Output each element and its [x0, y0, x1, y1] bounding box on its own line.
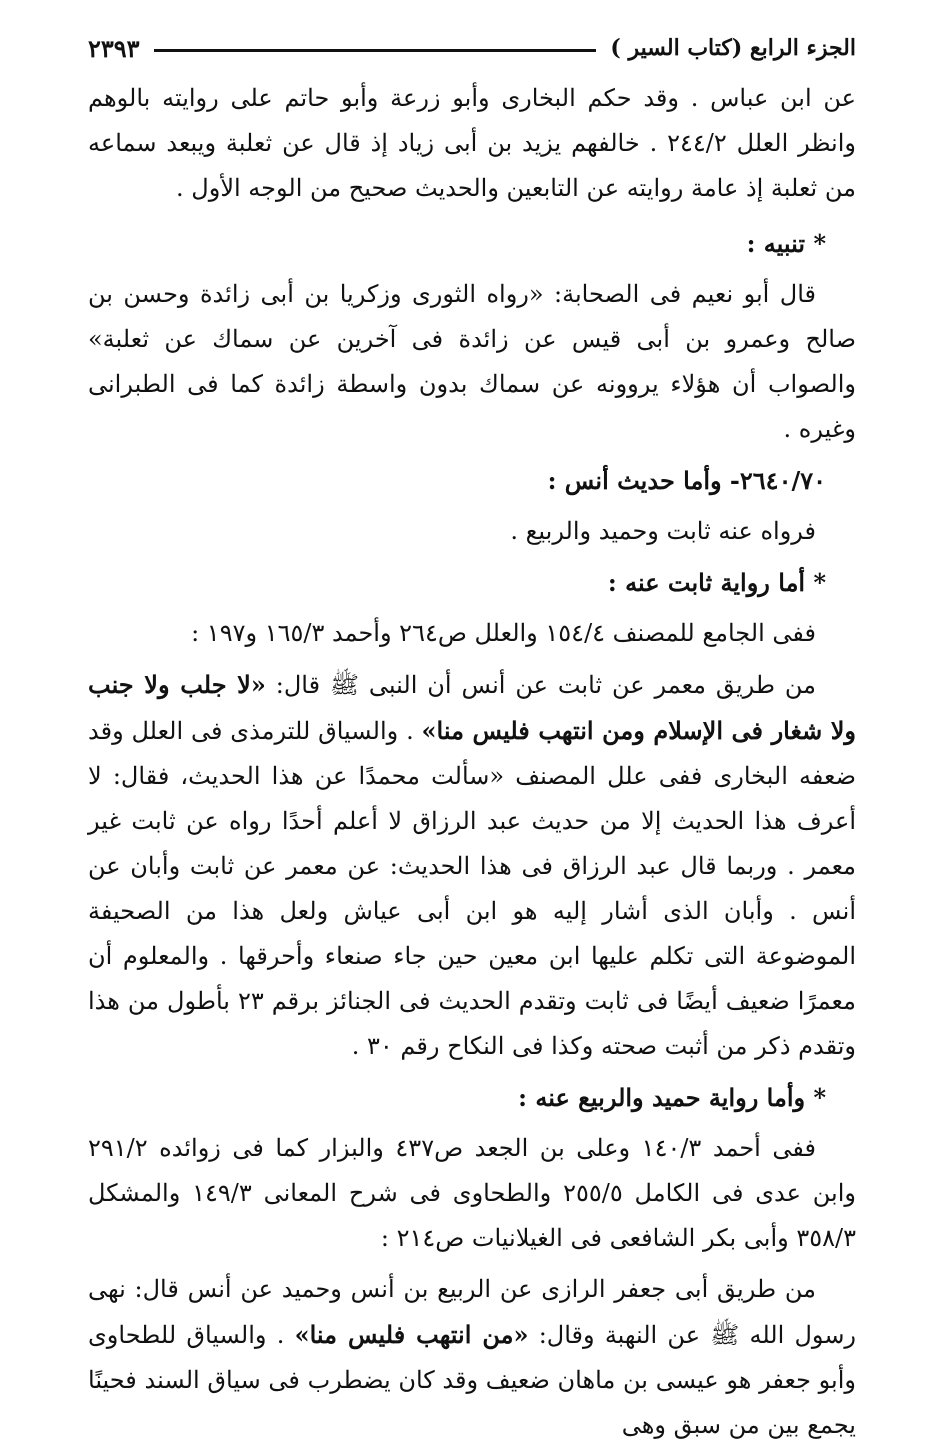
running-title: الجزء الرابع (كتاب السير )	[610, 35, 856, 61]
hadith-text: «من انتهب فليس منا»	[294, 1320, 529, 1349]
header-rule	[154, 49, 597, 52]
paragraph-text: . والسياق للترمذى فى العلل وقد ضعفه البخارى ففى علل المصنف «سألت محمدًا عن هذا الحديث، فقال: لا أعرف هذا الحديث إلا من حديث عبد الرزاق لا أعلم أحدًا رواه عن ثابت غير معمر . وربما قال عبد الرزاق فى هذا الحديث: عن معمر عن ثابت وأبان عن أنس . وأبان الذى أشار إليه هو ابن أبى عياش ولعل هذا من الصحيفة الموضوعة التى تكلم عليها ابن معين حين جاء صنعاء وأحرقها . والمعلوم أن معمرًا ضعيف أيضًا فى ثابت وتقدم الحديث فى الجنائز برقم ٢٣ بأطول من هذا وتقدم ذكر من أثبت صحته وكذا فى النكاح رقم ٣٠ .	[88, 717, 857, 1060]
paragraph	[88, 662, 856, 1069]
section-heading: * أما رواية ثابت عنه :	[607, 568, 826, 597]
page-number: ٢٣٩٣	[88, 33, 140, 63]
paragraph: ففى أحمد ١٤٠/٣ وعلى بن الجعد ص٤٣٧ والبزار كما فى زوائده ٢٩١/٢ وابن عدى فى الكامل ٢٥٥/٥ والطحاوى فى شرح المعانى ١٤٩/٣ والمشكل ٣٥٨/٣ وأبى بكر الشافعى فى الغيلانيات ص٢١٤ :	[88, 1134, 856, 1252]
paragraph-text: من طريق معمر عن ثابت عن أنس أن النبى ﷺ قال:	[265, 671, 817, 699]
paragraph: عن ابن عباس . وقد حكم البخارى وأبو زرعة وأبو حاتم على روايته بالوهم وانظر العلل ٢٤٤/٢ . خالفهم يزيد بن أبى زياد إذ قال عن ثعلبة ويبعد سماعه من ثعلبة إذ عامة روايته عن التابعين والحديث صحيح من الوجه الأول .	[88, 84, 856, 202]
paragraph	[88, 1267, 856, 1448]
page-header	[88, 28, 856, 68]
paragraph: ففى الجامع للمصنف ١٥٤/٤ والعلل ص٢٦٤ وأحمد ١٦٥/٣ و١٩٧ :	[191, 619, 816, 647]
hadith-text: «لا جلب ولا جنب ولا شغار فى الإسلام ومن انتهب فليس منا»	[88, 670, 857, 745]
hadith-heading: ٢٦٤٠/٧٠- وأما حديث أنس :	[547, 466, 826, 495]
section-heading: * تنبيه :	[746, 229, 826, 258]
paragraph-text: . والسياق للطحاوى وأبو جعفر هو عيسى بن ماهان ضعيف وقد كان يضطرب فى سياق السند فحينًا يجمع بين من سبق وهى	[88, 1321, 856, 1439]
paragraph: فرواه عنه ثابت وحميد والربيع .	[510, 517, 816, 545]
section-heading: * وأما رواية حميد والربيع عنه :	[518, 1083, 826, 1112]
paragraph: قال أبو نعيم فى الصحابة: «رواه الثورى وزكريا بن أبى زائدة وحسن بن صالح وعمرو بن أبى قيس عن زائدة فى آخرين عن سماك عن ثعلبة» والصواب أن هؤلاء يروونه عن سماك بدون واسطة زائدة كما فى الطبرانى وغيره .	[88, 280, 856, 443]
paragraph-text: من طريق أبى جعفر الرازى عن الربيع بن أنس وحميد عن أنس قال: نهى رسول الله ﷺ عن النهبة وقال:	[88, 1275, 857, 1349]
page-body	[88, 76, 856, 1448]
